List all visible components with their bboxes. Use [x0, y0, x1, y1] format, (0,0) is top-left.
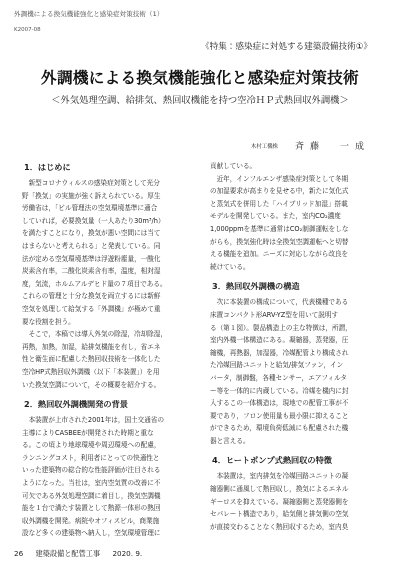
journal-name: 建築設備と配管工事 — [35, 549, 101, 558]
paragraph: 本装置が上市された2001年は，国土交通省の 主導によりCASBEEが開発された時期と重な る。この頃より地球環境や周辺環境への配慮， ランニングコスト，利用者にとっての快適性と いった建築物の総合的な性能評価が注目される ようになった。当社は，室内空気質の改善に不 可欠である外気処理空調に着目し，換気空調機 能を１台で満たす装置として熱源一体形の熱回 収外調機を開発。病院やオフィスビル，商業施 設など多くの建築物へ納入し，空気環境管理に — [22, 416, 165, 538]
issue-date: 2020. 9. — [112, 549, 143, 558]
paragraph: 新型コロナウィルスの感染症対策として光分 野「換気」の実施が強く訴えられている。厚生 労働省は，「ビル管理法の空気環境基準に適合 していれば，必要換気量（一人あたり30m³/h） を満たすことになり，換気が悪い空間には当て はまらないと考えられる」と発表している。同 法が定める空気環境基準は浮遊粉塵量，一酸化 炭素含有率，二酸化炭素含有率，温度，相対湿 度，気流，ホルムアルデヒド量の７項目である。 これらの管理と十分な換気を両立するには新鮮 空気を処理して給気する「外調機」が極めて重 要な役割を担う。 — [22, 179, 167, 326]
author-block — [251, 135, 370, 154]
paragraph: 次に本装置の構成について，代表機種である 床置コンパクト形ARV-YZ型を用いて説明す る（第１図）。製品構造上の主な特徴は，所謂， 室内外機一体構造にある。凝縮器，蒸発器，圧 縮機，再熱器，加湿器，冷媒配管より構成され た冷媒回路ユニットと給気/排気ファン，イン バータ，制御盤，各種センサー，エアフィルタ ー等を一体的に内蔵している。冷媒を機内に封 入するこの一体構造は，現地での配管工事が不 要であり，フロン使用量も最小限に抑えること ができるため，環境負荷低減にも配慮された機 器と言える。 — [210, 298, 352, 445]
paragraph: そこで，本稿では導入外気の除湿，冷却除湿， 再熱，加熱，加湿，給排気機能を有し，省エネ 性と衛生面に配慮した熱回収技術を一体化した 空冷HP式熱回収外調機（以下「本装置」）を用 いた換気空調について，その概要を紹介する。 — [22, 330, 167, 389]
running-header: 外調機による換気機能強化と感染症対策技術（1） — [14, 10, 164, 18]
article-subtitle: ＜外気処理空調、給排気、熱回収機能を持つ空冷ＨＰ式熱回収外調機＞ — [51, 95, 349, 106]
page-footer — [14, 549, 152, 559]
paragraph: 本装置は，室内排気を冷媒回路ユニットの凝 縮器側に通風して熱回収し，換気によるエネル ギーロスを抑えている。凝縮器側と蒸発器側を セパレート構造であり，給気側と排気側の空気 が直接交わることなく熱回収するため，室内臭 — [210, 472, 349, 531]
article-code: K2007-08 — [14, 27, 41, 33]
section-heading: 1．はじめに — [24, 162, 71, 172]
right-column — [210, 160, 377, 540]
left-column — [22, 160, 189, 540]
paragraph: 近年，インフルエンザ感染症対策として冬期 の加湿要求が高まりを見せる中，新たに気化式 と蒸気式を併用した「ハイブリッド加湿」搭載 モデルを開発している。また，室内CO₂濃度 1,000ppmを基準に通常はCO₂制御運転をしな がらも，換気強化時は全換気空調運転へと切替 える機能を追加。ニーズに対応しながら改良を 続けている。 — [210, 174, 349, 271]
paragraph: 貢献している。 — [210, 162, 257, 170]
series-label: 《特集：感染症に対処する建築設備技術①》 — [201, 42, 372, 52]
section-heading: 3．熱回収外調機の構造 — [212, 281, 300, 292]
page-number: 26 — [14, 549, 24, 558]
section-heading: 4．ヒートポンプ式熱回収の特徴 — [212, 455, 332, 466]
section-heading: 2．熱回収外調機開発の背景 — [24, 399, 128, 410]
author-affiliation: 木村工機株 — [250, 143, 278, 150]
author-name: 斉藤 一成 — [294, 142, 370, 152]
article-title: 外調機による換気機能強化と感染症対策技術 — [41, 69, 359, 87]
